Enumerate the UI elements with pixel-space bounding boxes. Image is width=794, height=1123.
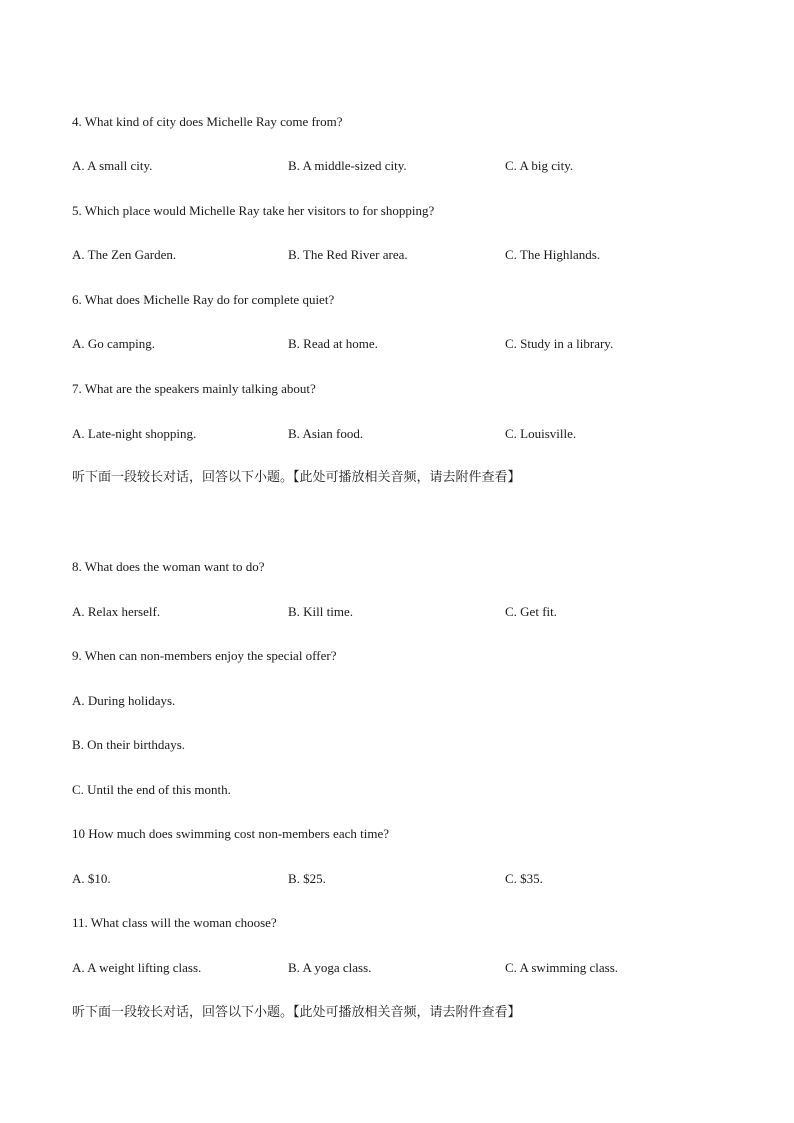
question-5-option-c: C. The Highlands. xyxy=(505,247,601,262)
listening-instruction-2: 听下面一段较长对话，回答以下小题。【此处可播放相关音频，请去附件查看】 xyxy=(72,1005,521,1020)
question-11-option-a: A. A weight lifting class. xyxy=(72,960,202,975)
question-10-option-c: C. $35. xyxy=(505,871,543,886)
question-7-option-b: B. Asian food. xyxy=(288,426,364,441)
question-5-option-a: A. The Zen Garden. xyxy=(72,247,177,262)
question-9-option-b: B. On their birthdays. xyxy=(72,737,186,752)
question-10-stem: 10 How much does swimming cost non-members each time? xyxy=(72,826,389,841)
question-8-option-b: B. Kill time. xyxy=(288,604,353,619)
question-6-option-b: B. Read at home. xyxy=(288,336,378,351)
question-9-option-c: C. Until the end of this month. xyxy=(72,782,231,797)
question-4-option-b: B. A middle-sized city. xyxy=(288,158,407,173)
question-10-option-b: B. $25. xyxy=(288,871,326,886)
question-6-stem: 6. What does Michelle Ray do for complete quiet? xyxy=(72,292,335,307)
question-6-option-c: C. Study in a library. xyxy=(505,336,614,351)
question-4-option-c: C. A big city. xyxy=(505,158,574,173)
question-10-option-a: A. $10. xyxy=(72,871,111,886)
question-9-option-a: A. During holidays. xyxy=(72,693,176,708)
question-8-option-a: A. Relax herself. xyxy=(72,604,161,619)
listening-instruction: 听下面一段较长对话，回答以下小题。【此处可播放相关音频，请去附件查看】 xyxy=(72,470,521,485)
question-11-option-c: C. A swimming class. xyxy=(505,960,619,975)
question-4-option-a: A. A small city. xyxy=(72,158,153,173)
question-5-option-b: B. The Red River area. xyxy=(288,247,408,262)
question-4-stem: 4. What kind of city does Michelle Ray come from? xyxy=(72,114,343,129)
question-11-stem: 11. What class will the woman choose? xyxy=(72,915,277,930)
question-7-option-a: A. Late-night shopping. xyxy=(72,426,197,441)
question-8-option-c: C. Get fit. xyxy=(505,604,557,619)
question-8-stem: 8. What does the woman want to do? xyxy=(72,559,265,574)
question-11-option-b: B. A yoga class. xyxy=(288,960,372,975)
question-6-option-a: A. Go camping. xyxy=(72,336,156,351)
question-7-option-c: C. Louisville. xyxy=(505,426,577,441)
question-9-stem: 9. When can non-members enjoy the special offer? xyxy=(72,648,337,663)
question-7-stem: 7. What are the speakers mainly talking about? xyxy=(72,381,316,396)
question-5-stem: 5. Which place would Michelle Ray take her visitors to for shopping? xyxy=(72,203,435,218)
